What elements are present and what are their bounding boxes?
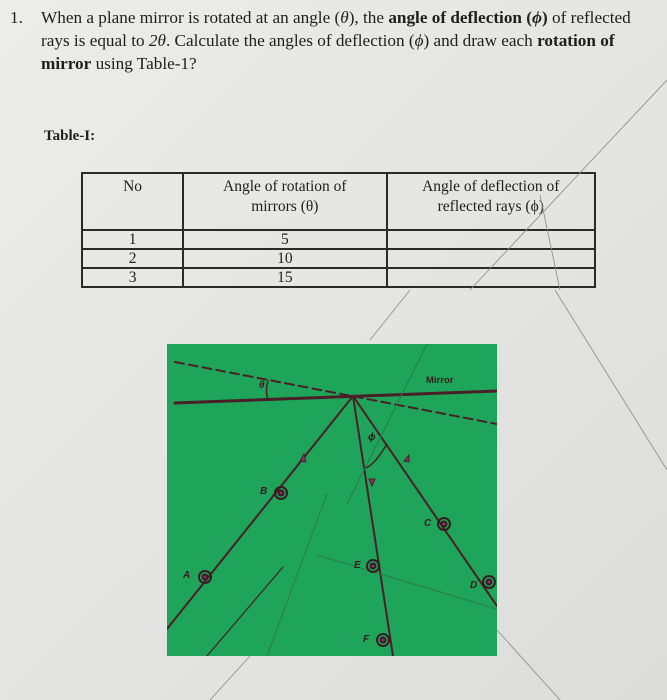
- question-number: 1.: [10, 8, 23, 27]
- cell-no: 3: [82, 268, 183, 287]
- cell-phi[interactable]: [387, 249, 595, 268]
- ray-CD: [353, 396, 497, 606]
- cell-theta: 10: [183, 249, 386, 268]
- pin-label-f: F: [363, 634, 370, 645]
- table-row: [82, 249, 595, 268]
- theta-arc: [267, 381, 269, 400]
- cell-phi[interactable]: [387, 230, 595, 249]
- pin-label-e: E: [354, 560, 361, 571]
- ray-diagram-svg: [167, 344, 497, 656]
- cell-no: 1: [82, 230, 183, 249]
- cell-no: 2: [82, 249, 183, 268]
- cell-phi[interactable]: [387, 268, 595, 287]
- table-row: [82, 268, 595, 287]
- table-row: [82, 230, 595, 249]
- deflection-table: [81, 172, 596, 288]
- pin-label-b: B: [260, 486, 268, 497]
- theta-label: θ: [259, 380, 265, 391]
- header-deflection: Angle of deflection of reflected rays (ϕ): [387, 173, 595, 230]
- cell-theta: 5: [183, 230, 386, 249]
- pin-label-c: C: [424, 518, 432, 529]
- cell-theta: 15: [183, 268, 386, 287]
- phi-label: ϕ: [368, 432, 376, 443]
- question-text: When a plane mirror is rotated at an angle (θ), the angle of deflection (ϕ) of reflected rays is equal to 2θ. Calculate the angles of deflection (ϕ) and draw each rotation of mirror using Table-1?: [41, 8, 631, 73]
- header-rotation: Angle of rotation of mirrors (θ): [183, 173, 386, 230]
- pin-label-a: A: [183, 570, 191, 581]
- table-label: Table-I:: [44, 128, 96, 144]
- table-header-row: [82, 173, 595, 230]
- pin-label-d: D: [470, 580, 478, 591]
- phi-arc: [366, 444, 387, 468]
- mirror-label: Mirror: [426, 375, 454, 386]
- header-no: No: [82, 173, 183, 230]
- mirror-diagram: [167, 344, 497, 656]
- pins: [199, 487, 495, 646]
